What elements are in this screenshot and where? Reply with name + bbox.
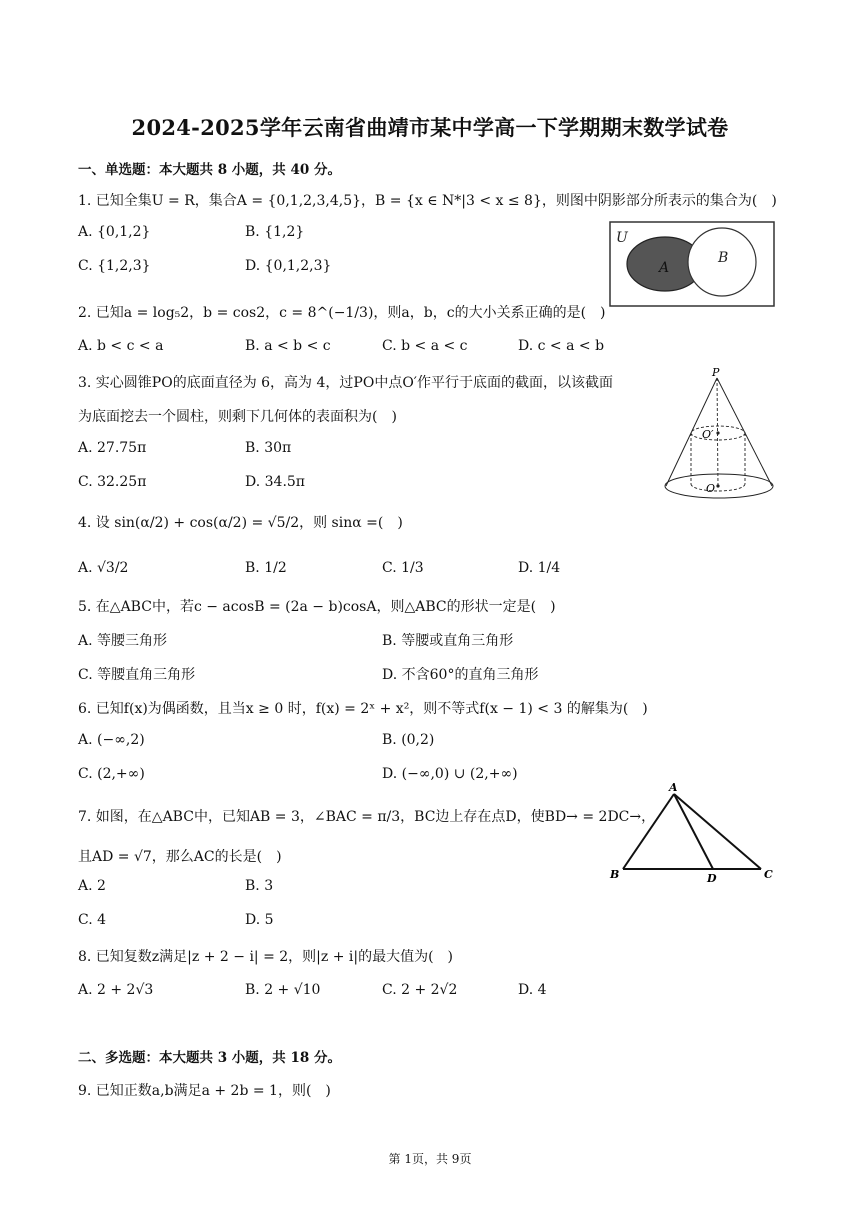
cone-label-o-prime: O′ (702, 428, 714, 441)
question-1-option-d: D. {0,1,2,3} (245, 258, 332, 274)
question-8-option-c: C. 2 + 2√2 (382, 982, 458, 998)
venn-label-u: U (616, 230, 628, 246)
page-title: 2024-2025学年云南省曲靖市某中学高一下学期期末数学试卷 (131, 115, 729, 140)
question-7-stem-line2: 且AD = √7，那么AC的长是( ) (78, 849, 282, 865)
triangle-figure (606, 780, 780, 884)
cone-label-p: P (712, 366, 720, 379)
question-6-stem: 6. 已知f(x)为偶函数，且当x ≥ 0 时，f(x) = 2ˣ + x²，则不等式f(x − 1) < 3 的解集为( ) (78, 701, 648, 717)
question-5-option-d: D. 不含60°的直角三角形 (382, 667, 539, 683)
question-6-option-a: A. (−∞,2) (78, 732, 145, 748)
question-2-option-c: C. b < a < c (382, 338, 468, 354)
triangle-label-a: A (669, 781, 678, 794)
question-5-option-c: C. 等腰直角三角形 (78, 667, 196, 683)
triangle-label-c: C (764, 868, 773, 881)
cone-label-o: O (706, 482, 716, 495)
question-3-option-b: B. 30π (245, 440, 292, 456)
question-3-stem-line2: 为底面挖去一个圆柱，则剩下几何体的表面积为( ) (78, 409, 397, 425)
section-heading-multi-choice: 二、多选题：本大题共 3 小题，共 18 分。 (78, 1050, 341, 1066)
question-6-option-c: C. (2,+∞) (78, 766, 145, 782)
question-7-option-d: D. 5 (245, 912, 274, 928)
question-3-option-c: C. 32.25π (78, 474, 147, 490)
question-8-stem: 8. 已知复数z满足|z + 2 − i| = 2，则|z + i|的最大值为( ) (78, 949, 454, 965)
question-1-option-b: B. {1,2} (245, 224, 305, 240)
venn-label-a: A (659, 260, 670, 276)
question-7-stem-line1: 7. 如图，在△ABC中，已知AB = 3，∠BAC = π/3，BC边上存在点D，使BD→ = 2DC→， (78, 809, 656, 825)
question-4-option-d: D. 1/4 (518, 560, 561, 576)
question-4-stem: 4. 设 sin(α/2) + cos(α/2) = √5/2，则 sinα =( ) (78, 515, 403, 531)
question-2-stem: 2. 已知a = log₅2，b = cos2，c = 8^(−1/3)，则a，b，c的大小关系正确的是( ) (78, 305, 606, 321)
question-9-stem: 9. 已知正数a,b满足a + 2b = 1，则( ) (78, 1083, 331, 1099)
question-4-option-b: B. 1/2 (245, 560, 287, 576)
question-3-option-d: D. 34.5π (245, 474, 305, 490)
question-2-option-d: D. c < a < b (518, 338, 605, 354)
question-2-option-b: B. a < b < c (245, 338, 331, 354)
question-1-option-a: A. {0,1,2} (78, 224, 151, 240)
question-1-option-c: C. {1,2,3} (78, 258, 151, 274)
question-2-option-a: A. b < c < a (78, 338, 164, 354)
question-1-stem: 1. 已知全集U = R，集合A = {0,1,2,3,4,5}，B = {x ∈ N*|3 < x ≤ 8}，则图中阴影部分所表示的集合为( ) (78, 193, 777, 209)
question-8-option-d: D. 4 (518, 982, 547, 998)
page-footer: 第 1页，共 9页 (388, 1152, 472, 1166)
question-6-option-b: B. (0,2) (382, 732, 435, 748)
venn-label-b: B (718, 250, 729, 266)
question-4-option-a: A. √3/2 (78, 560, 129, 576)
question-8-option-a: A. 2 + 2√3 (78, 982, 154, 998)
venn-diagram (608, 220, 776, 310)
triangle-label-b: B (610, 868, 620, 881)
question-5-stem: 5. 在△ABC中，若c − acosB = (2a − b)cosA，则△ABC的形状一定是( ) (78, 599, 556, 615)
section-heading-single-choice: 一、单选题：本大题共 8 小题，共 40 分。 (78, 162, 341, 178)
question-7-option-b: B. 3 (245, 878, 274, 894)
triangle-label-d: D (707, 872, 717, 884)
question-5-option-b: B. 等腰或直角三角形 (382, 633, 514, 649)
question-5-option-a: A. 等腰三角形 (78, 633, 168, 649)
question-3-option-a: A. 27.75π (78, 440, 147, 456)
question-7-option-a: A. 2 (78, 878, 106, 894)
question-4-option-c: C. 1/3 (382, 560, 424, 576)
question-3-stem-line1: 3. 实心圆锥PO的底面直径为 6，高为 4，过PO中点O′作平行于底面的截面，以该截面 (78, 375, 613, 391)
question-8-option-b: B. 2 + √10 (245, 982, 321, 998)
question-7-option-c: C. 4 (78, 912, 107, 928)
cone-figure (660, 366, 780, 502)
question-6-option-d: D. (−∞,0) ∪ (2,+∞) (382, 766, 518, 782)
